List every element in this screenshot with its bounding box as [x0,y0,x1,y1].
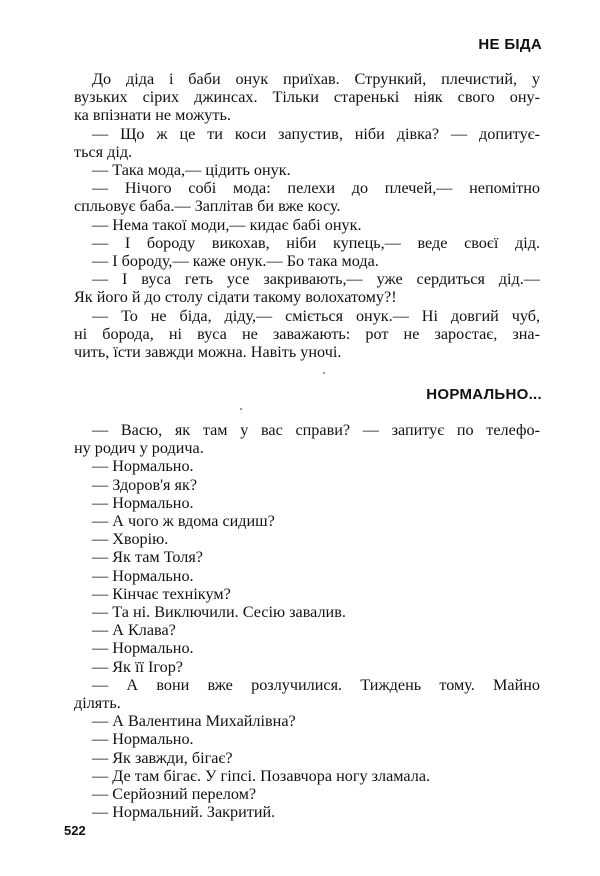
text-line: — Хворію. [92,530,169,549]
text-line: — А Клава? [92,621,176,640]
story-text-normalno [74,421,540,821]
text-line: — Нічого собі мода: пелехи до плечей,— непомітно [92,179,540,198]
text-line: — Васю, як там у вас справи? — запитує по телефо- [92,421,540,439]
text-line: — І бороду викохав, ніби купець,— веде своєї дід. [92,233,540,252]
text-line: До діда і баби онук приїхав. Стрункий, плечистий, у [92,70,540,88]
text-line: — То не біда, діду,— сміється онук.— Ні довгий чуб, [92,306,540,325]
text-line: — І вуса геть усе закривають,— уже сердиться дід.— [92,270,540,289]
text-line: — Де там бігає. У гіпсі. Позавчора ногу зламала. [92,766,431,785]
story-title-ne-bida: НЕ БІДА [478,36,542,53]
text-line: — Як завжди, бігає? [92,748,233,767]
text-line: — Здоров'я як? [92,475,198,494]
text-line: — Така мода,— цідить онук. [92,161,291,180]
text-line: — Нормально. [92,566,194,585]
text-line: ну родич у родича. [74,439,204,458]
text-line: — Що ж це ти коси запустив, ніби дівка? — допитує- [92,124,540,143]
text-line: — Нормально. [92,457,194,476]
text-line: — Нема такої моди,— кидає бабі онук. [92,215,362,234]
text-line: — Кінчає технікум? [92,584,231,603]
text-line: вузьких сірих джинсах. Тільки старенькі ніяк свого ону- [74,88,540,107]
text-line: ні борода, ні вуса не заважають: рот не заростає, зна- [74,324,540,343]
print-speck [240,408,242,410]
text-line: — Як її Ігор? [92,657,183,676]
text-line: чить, їсти завжди можна. Навіть уночі. [74,343,342,362]
text-line: — Нормально. [92,493,194,512]
text-line: — Та ні. Виключили. Сесію завалив. [92,603,346,622]
text-line: ться дід. [74,142,133,161]
story-title-normalno: НОРМАЛЬНО... [426,386,542,403]
text-line: спльовує баба.— Заплітав би вже косу. [74,197,341,216]
text-line: — І бороду,— каже онук.— Бо така мода. [92,252,379,271]
text-line: — Нормально. [92,639,194,658]
page-number: 522 [64,823,86,838]
text-line: Як його й до столу сідати такому волохатому?! [74,288,397,307]
print-speck [323,372,325,374]
story-text-ne-bida [74,70,540,361]
text-line: ділять. [74,694,121,713]
text-line: — А вони вже розлучилися. Тиждень тому. Майно [92,675,540,694]
text-line: — Як там Толя? [92,548,203,567]
text-line: — Нормально. [92,730,194,749]
text-line: — Нормальний. Закритий. [92,803,276,822]
text-line: — А чого ж вдома сидиш? [92,512,275,531]
text-line: — Серйозний перелом? [92,785,257,804]
text-line: — А Валентина Михайлівна? [92,712,296,731]
text-line: ка впізнати не можуть. [74,106,231,125]
